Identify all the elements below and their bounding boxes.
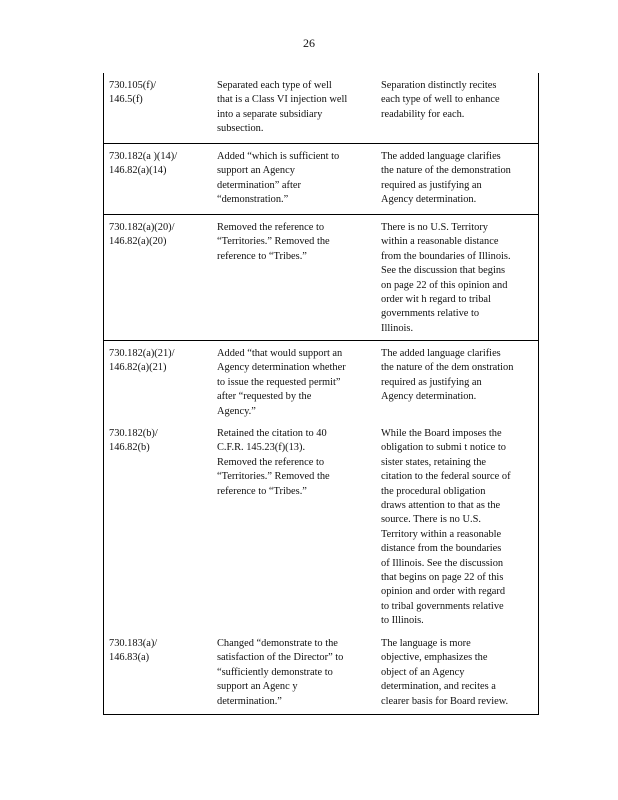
change-cell: Added “which is sufficient to support an Agency determination” after “demonstration.” xyxy=(217,151,340,206)
reason-cell: The added language clarifies the nature of the dem onstration required as justifying an Agency determination. xyxy=(381,348,514,403)
reason-cell: The language is more objective, emphasizes the object of an Agency determination, and recites a clearer basis for Board review. xyxy=(381,638,509,707)
table-row xyxy=(104,144,538,215)
change-cell: Separated each type of well that is a Class VI injection well into a separate subsidiary subsection. xyxy=(217,80,348,135)
comparison-table xyxy=(103,73,539,715)
reason-cell: While the Board imposes the obligation to submi t notice to sister states, retaining the citation to the federal source of the procedural obligation draws attention to that as the source. There is no U.S. Territory within a reasonable distance from the boundaries of Illinois. See the discussion that begins on page 22 of this opinion and order with regard to tribal governments relative to Illinois. xyxy=(381,428,511,627)
change-cell: Changed “demonstrate to the satisfaction of the Director” to “sufficiently demonstrate to support an Agenc y determination.” xyxy=(217,638,344,707)
table-row xyxy=(104,73,538,144)
page-number: 26 xyxy=(303,36,315,50)
section-cell: 730.182(a)(21)/ 146.82(a)(21) xyxy=(109,348,175,374)
reason-cell: There is no U.S. Territory within a reasonable distance from the boundaries of Illinois. See the discussion that begins on page 22 of this opinion and order wit h regard to tribal governments relative to Illinois. xyxy=(381,222,511,334)
change-cell: Removed the reference to “Territories.” Removed the reference to “Tribes.” xyxy=(217,222,330,262)
table-row xyxy=(104,215,538,341)
change-cell: Added “that would support an Agency determination whether to issue the requested permit” after “requested by the Agency.” xyxy=(217,348,346,417)
table-row xyxy=(104,341,538,421)
table-row xyxy=(104,631,538,714)
reason-cell: Separation distinctly recites each type of well to enhance readability for each. xyxy=(381,80,500,120)
section-cell: 730.105(f)/ 146.5(f) xyxy=(109,80,157,106)
section-cell: 730.182(a)(20)/ 146.82(a)(20) xyxy=(109,222,175,248)
reason-cell: The added language clarifies the nature of the demonstration required as justifying an Agency determination. xyxy=(381,151,511,206)
change-cell: Retained the citation to 40 C.F.R. 145.23(f)(13). Removed the reference to “Territories.” Removed the reference to “Tribes.” xyxy=(217,428,330,497)
table-row xyxy=(104,421,538,631)
section-cell: 730.182(a )(14)/ 146.82(a)(14) xyxy=(109,151,178,177)
section-cell: 730.182(b)/ 146.82(b) xyxy=(109,428,158,454)
section-cell: 730.183(a)/ 146.83(a) xyxy=(109,638,158,664)
